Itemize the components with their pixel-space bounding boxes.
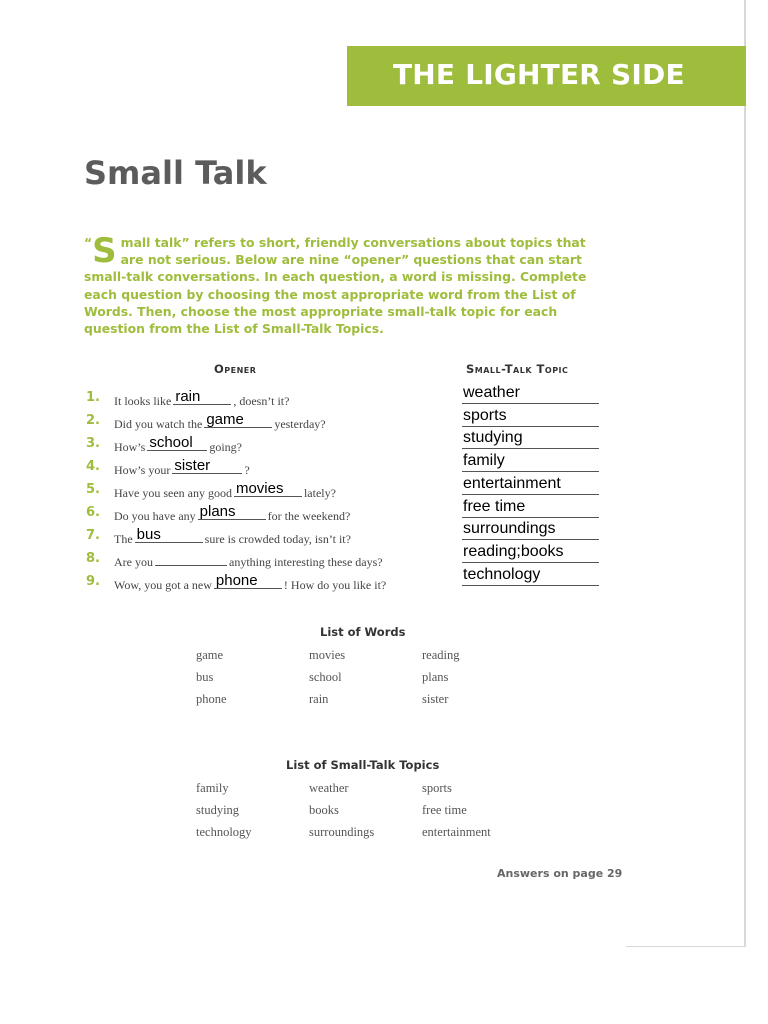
question-number: 9. xyxy=(86,574,100,589)
filled-answer: plans xyxy=(199,503,236,520)
topic-list-item: technology xyxy=(196,825,252,839)
question-row xyxy=(86,526,446,548)
question-text-after: lately? xyxy=(303,486,336,500)
answer-blank[interactable] xyxy=(147,434,207,451)
question-text-after: yesterday? xyxy=(274,417,326,431)
question-text-before: Do you have any xyxy=(114,509,196,523)
topic-list-item: sports xyxy=(422,781,452,795)
question-number: 3. xyxy=(86,436,100,451)
topic-answer: surroundings xyxy=(463,520,556,537)
question-row xyxy=(86,480,446,502)
topic-answer: family xyxy=(463,452,505,469)
answer-blank[interactable] xyxy=(173,388,231,405)
answer-blank[interactable] xyxy=(198,503,266,520)
question-text xyxy=(114,434,243,455)
filled-answer: rain xyxy=(175,388,201,405)
filled-answer: movies xyxy=(235,480,284,497)
list-of-topics-title: List of Small-Talk Topics xyxy=(286,758,440,772)
question-text-after: sure is crowded today, isn’t it? xyxy=(204,532,351,546)
topic-list-item: surroundings xyxy=(309,825,375,839)
filled-answer: sister xyxy=(174,457,211,474)
topic-answer-line[interactable] xyxy=(462,474,599,495)
question-text-before: How’s your xyxy=(114,463,171,477)
question-text xyxy=(114,411,326,432)
question-text-before: Wow, you got a new xyxy=(114,578,212,592)
question-text xyxy=(114,553,383,570)
question-number: 2. xyxy=(86,413,100,428)
word-list-item: reading xyxy=(422,648,460,662)
intro-paragraph xyxy=(84,231,594,337)
topic-answer-line[interactable] xyxy=(462,565,599,586)
question-text-before: Are you xyxy=(114,555,153,569)
filled-answer: phone xyxy=(215,572,258,589)
word-list-item: rain xyxy=(309,692,329,706)
answer-blank[interactable] xyxy=(234,480,302,497)
list-of-words-title: List of Words xyxy=(320,625,406,639)
filled-answer: school xyxy=(149,434,193,451)
question-number: 4. xyxy=(86,459,100,474)
answer-blank[interactable] xyxy=(204,411,272,428)
topic-answer-line[interactable] xyxy=(462,497,599,518)
intro-dropcap: S xyxy=(92,231,117,271)
word-list-item: movies xyxy=(309,648,346,662)
answers-note: Answers on page 29 xyxy=(497,867,623,880)
question-text xyxy=(114,526,351,547)
answer-blank[interactable] xyxy=(155,553,227,566)
question-text xyxy=(114,480,336,501)
banner-title: THE LIGHTER SIDE xyxy=(393,58,685,91)
topic-answer: weather xyxy=(463,384,520,401)
topic-answer: technology xyxy=(463,566,541,583)
topic-list-item: entertainment xyxy=(422,825,491,839)
question-number: 1. xyxy=(86,390,100,405)
question-row xyxy=(86,388,446,410)
opener-column-header: Opener xyxy=(214,362,257,376)
topic-answer-line[interactable] xyxy=(462,451,599,472)
question-text xyxy=(114,572,387,593)
topic-answer-line[interactable] xyxy=(462,383,599,404)
question-text-after: ? xyxy=(244,463,250,477)
topic-list-item: studying xyxy=(196,803,240,817)
question-number: 8. xyxy=(86,551,100,566)
question-number: 6. xyxy=(86,505,100,520)
question-number: 7. xyxy=(86,528,100,543)
question-text-before: The xyxy=(114,532,133,546)
question-text-after: going? xyxy=(209,440,243,454)
question-text-after: , doesn’t it? xyxy=(233,394,290,408)
topic-answer-line[interactable] xyxy=(462,542,599,563)
question-text-before: How’s xyxy=(114,440,146,454)
topic-list-item: books xyxy=(309,803,339,817)
topic-list-item: family xyxy=(196,781,229,795)
filled-answer: game xyxy=(206,411,244,428)
question-number: 5. xyxy=(86,482,100,497)
question-text xyxy=(114,457,250,478)
filled-answer: bus xyxy=(136,526,161,543)
word-list-item: game xyxy=(196,648,224,662)
topic-answer: studying xyxy=(463,429,523,446)
topic-answer: reading;books xyxy=(463,543,564,560)
intro-open-quote: “ xyxy=(84,235,93,250)
section-banner xyxy=(347,46,746,106)
question-row xyxy=(86,503,446,525)
question-row xyxy=(86,572,446,594)
topic-answer: entertainment xyxy=(463,475,561,492)
word-list-item: plans xyxy=(422,670,449,684)
topic-answer: free time xyxy=(463,498,526,515)
question-row xyxy=(86,457,446,479)
question-text-before: It looks like xyxy=(114,394,172,408)
question-row xyxy=(86,434,446,456)
answer-blank[interactable] xyxy=(214,572,282,589)
answer-blank[interactable] xyxy=(172,457,242,474)
topic-answer-line[interactable] xyxy=(462,428,599,449)
question-text-after: for the weekend? xyxy=(267,509,351,523)
question-text-after: anything interesting these days? xyxy=(229,555,383,569)
topic-list-item: weather xyxy=(309,781,349,795)
topic-answer: sports xyxy=(463,407,507,424)
question-text-before: Have you seen any good xyxy=(114,486,232,500)
word-list-item: bus xyxy=(196,670,214,684)
intro-text: mall talk” refers to short, friendly conversations about topics that are not serious. Below are nine “opener” questions that can start small-talk conversations. In each question, a word is missing. Complete each question by choosing the most appropriate word from the List of Words. Then, choose the most appropriate small-talk topic for each question from the List of Small-Talk Topics. xyxy=(84,235,587,337)
topic-answer-line[interactable] xyxy=(462,519,599,540)
topic-list-item: free time xyxy=(422,803,467,817)
question-row xyxy=(86,411,446,433)
topic-column-header: Small-Talk Topic xyxy=(466,362,569,376)
question-text xyxy=(114,388,290,409)
question-text xyxy=(114,503,351,524)
page-edge xyxy=(626,946,746,947)
page-edge xyxy=(744,0,746,946)
topic-answer-line[interactable] xyxy=(462,406,599,427)
question-text-after: ! How do you like it? xyxy=(283,578,387,592)
word-list-item: school xyxy=(309,670,342,684)
answer-blank[interactable] xyxy=(135,526,203,543)
question-text-before: Did you watch the xyxy=(114,417,203,431)
page-title: Small Talk xyxy=(84,154,267,192)
question-row xyxy=(86,549,446,571)
word-list-item: phone xyxy=(196,692,227,706)
word-list-item: sister xyxy=(422,692,449,706)
